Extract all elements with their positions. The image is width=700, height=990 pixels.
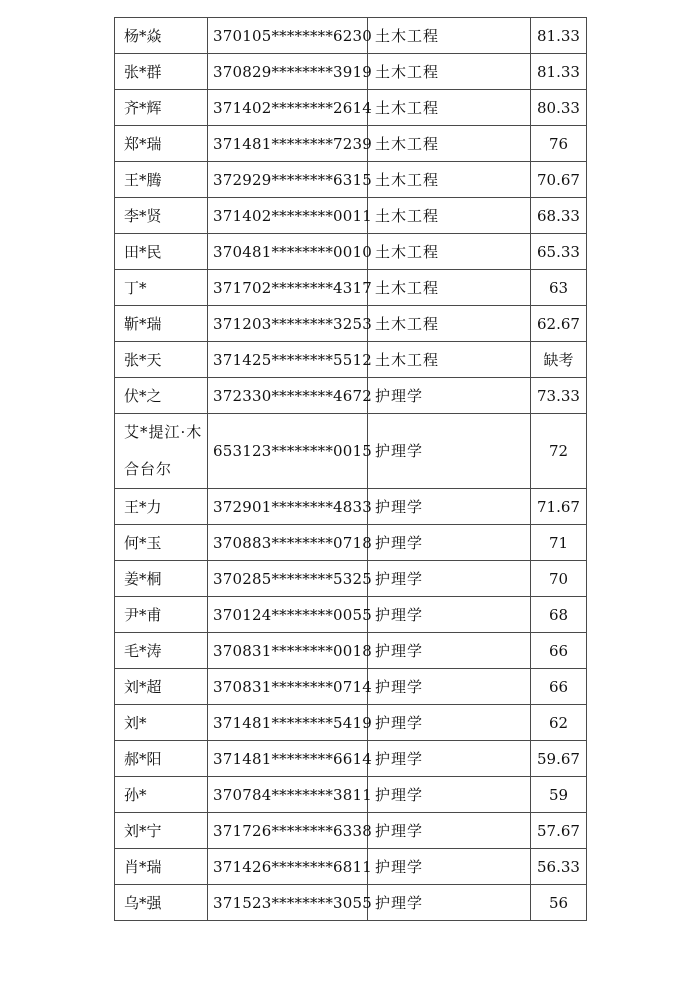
major-cell: 土木工程 bbox=[368, 198, 531, 234]
id-cell: 372330********4672 bbox=[208, 378, 368, 414]
score-cell: 70 bbox=[531, 561, 587, 597]
name-cell: 肖*瑞 bbox=[115, 849, 208, 885]
id-cell: 371203********3253 bbox=[208, 306, 368, 342]
major-cell: 护理学 bbox=[368, 813, 531, 849]
score-cell: 68 bbox=[531, 597, 587, 633]
score-cell: 76 bbox=[531, 126, 587, 162]
name-cell: 孙* bbox=[115, 777, 208, 813]
table-row bbox=[115, 342, 587, 378]
table-row bbox=[115, 306, 587, 342]
major-cell: 土木工程 bbox=[368, 18, 531, 54]
id-cell: 370784********3811 bbox=[208, 777, 368, 813]
name-cell: 毛*涛 bbox=[115, 633, 208, 669]
id-cell: 371402********0011 bbox=[208, 198, 368, 234]
id-cell: 370883********0718 bbox=[208, 525, 368, 561]
id-cell: 371702********4317 bbox=[208, 270, 368, 306]
score-table bbox=[114, 17, 587, 921]
name-cell: 杨*焱 bbox=[115, 18, 208, 54]
id-cell: 370831********0714 bbox=[208, 669, 368, 705]
score-cell: 59.67 bbox=[531, 741, 587, 777]
score-cell: 66 bbox=[531, 669, 587, 705]
table-row bbox=[115, 741, 587, 777]
major-cell: 护理学 bbox=[368, 705, 531, 741]
id-cell: 371425********5512 bbox=[208, 342, 368, 378]
name-cell: 郑*瑞 bbox=[115, 126, 208, 162]
id-cell: 370124********0055 bbox=[208, 597, 368, 633]
score-cell: 63 bbox=[531, 270, 587, 306]
score-cell: 71.67 bbox=[531, 489, 587, 525]
table-row bbox=[115, 126, 587, 162]
name-cell: 田*民 bbox=[115, 234, 208, 270]
name-cell: 姜*桐 bbox=[115, 561, 208, 597]
major-cell: 土木工程 bbox=[368, 54, 531, 90]
id-cell: 371523********3055 bbox=[208, 885, 368, 921]
major-cell: 土木工程 bbox=[368, 234, 531, 270]
id-cell: 370285********5325 bbox=[208, 561, 368, 597]
score-cell: 80.33 bbox=[531, 90, 587, 126]
score-cell: 81.33 bbox=[531, 18, 587, 54]
table-row bbox=[115, 849, 587, 885]
name-cell: 刘*宁 bbox=[115, 813, 208, 849]
table-row bbox=[115, 885, 587, 921]
id-cell: 371426********6811 bbox=[208, 849, 368, 885]
table-row bbox=[115, 525, 587, 561]
id-cell: 653123********0015 bbox=[208, 414, 368, 489]
id-cell: 371481********6614 bbox=[208, 741, 368, 777]
table-row bbox=[115, 234, 587, 270]
id-cell: 372901********4833 bbox=[208, 489, 368, 525]
id-cell: 371726********6338 bbox=[208, 813, 368, 849]
name-cell: 伏*之 bbox=[115, 378, 208, 414]
table-row bbox=[115, 669, 587, 705]
table-row bbox=[115, 597, 587, 633]
table-row bbox=[115, 777, 587, 813]
table-row bbox=[115, 561, 587, 597]
name-cell: 郝*阳 bbox=[115, 741, 208, 777]
id-cell: 371481********7239 bbox=[208, 126, 368, 162]
table-row bbox=[115, 54, 587, 90]
major-cell: 土木工程 bbox=[368, 270, 531, 306]
name-cell: 王*力 bbox=[115, 489, 208, 525]
name-cell: 刘* bbox=[115, 705, 208, 741]
major-cell: 土木工程 bbox=[368, 162, 531, 198]
name-cell: 靳*瑞 bbox=[115, 306, 208, 342]
table-row bbox=[115, 378, 587, 414]
major-cell: 护理学 bbox=[368, 414, 531, 489]
major-cell: 护理学 bbox=[368, 525, 531, 561]
name-cell: 齐*辉 bbox=[115, 90, 208, 126]
major-cell: 护理学 bbox=[368, 561, 531, 597]
score-cell: 62.67 bbox=[531, 306, 587, 342]
id-cell: 370829********3919 bbox=[208, 54, 368, 90]
table-row bbox=[115, 198, 587, 234]
name-cell: 刘*超 bbox=[115, 669, 208, 705]
major-cell: 护理学 bbox=[368, 378, 531, 414]
score-cell: 71 bbox=[531, 525, 587, 561]
major-cell: 土木工程 bbox=[368, 306, 531, 342]
name-cell: 艾*提江·木合台尔 bbox=[115, 414, 208, 489]
major-cell: 土木工程 bbox=[368, 90, 531, 126]
id-cell: 370481********0010 bbox=[208, 234, 368, 270]
table-row bbox=[115, 270, 587, 306]
table-row bbox=[115, 18, 587, 54]
major-cell: 护理学 bbox=[368, 885, 531, 921]
major-cell: 护理学 bbox=[368, 597, 531, 633]
score-cell: 70.67 bbox=[531, 162, 587, 198]
id-cell: 371402********2614 bbox=[208, 90, 368, 126]
score-cell: 68.33 bbox=[531, 198, 587, 234]
table-row bbox=[115, 414, 587, 489]
major-cell: 护理学 bbox=[368, 669, 531, 705]
id-cell: 370831********0018 bbox=[208, 633, 368, 669]
score-cell: 73.33 bbox=[531, 378, 587, 414]
table-row bbox=[115, 90, 587, 126]
score-cell: 62 bbox=[531, 705, 587, 741]
name-cell: 李*贤 bbox=[115, 198, 208, 234]
table-row bbox=[115, 489, 587, 525]
score-cell: 72 bbox=[531, 414, 587, 489]
major-cell: 土木工程 bbox=[368, 126, 531, 162]
name-cell: 何*玉 bbox=[115, 525, 208, 561]
name-cell: 张*天 bbox=[115, 342, 208, 378]
major-cell: 护理学 bbox=[368, 777, 531, 813]
score-cell: 缺考 bbox=[531, 342, 587, 378]
major-cell: 护理学 bbox=[368, 489, 531, 525]
name-cell: 乌*强 bbox=[115, 885, 208, 921]
score-cell: 59 bbox=[531, 777, 587, 813]
table-row bbox=[115, 813, 587, 849]
major-cell: 土木工程 bbox=[368, 342, 531, 378]
score-cell: 65.33 bbox=[531, 234, 587, 270]
score-cell: 81.33 bbox=[531, 54, 587, 90]
major-cell: 护理学 bbox=[368, 633, 531, 669]
table-row bbox=[115, 633, 587, 669]
major-cell: 护理学 bbox=[368, 741, 531, 777]
table-row bbox=[115, 162, 587, 198]
score-cell: 56.33 bbox=[531, 849, 587, 885]
name-cell: 丁* bbox=[115, 270, 208, 306]
score-cell: 57.67 bbox=[531, 813, 587, 849]
id-cell: 372929********6315 bbox=[208, 162, 368, 198]
table-row bbox=[115, 705, 587, 741]
name-cell: 张*群 bbox=[115, 54, 208, 90]
name-cell: 王*腾 bbox=[115, 162, 208, 198]
major-cell: 护理学 bbox=[368, 849, 531, 885]
score-cell: 56 bbox=[531, 885, 587, 921]
name-cell: 尹*甫 bbox=[115, 597, 208, 633]
score-cell: 66 bbox=[531, 633, 587, 669]
id-cell: 371481********5419 bbox=[208, 705, 368, 741]
id-cell: 370105********6230 bbox=[208, 18, 368, 54]
